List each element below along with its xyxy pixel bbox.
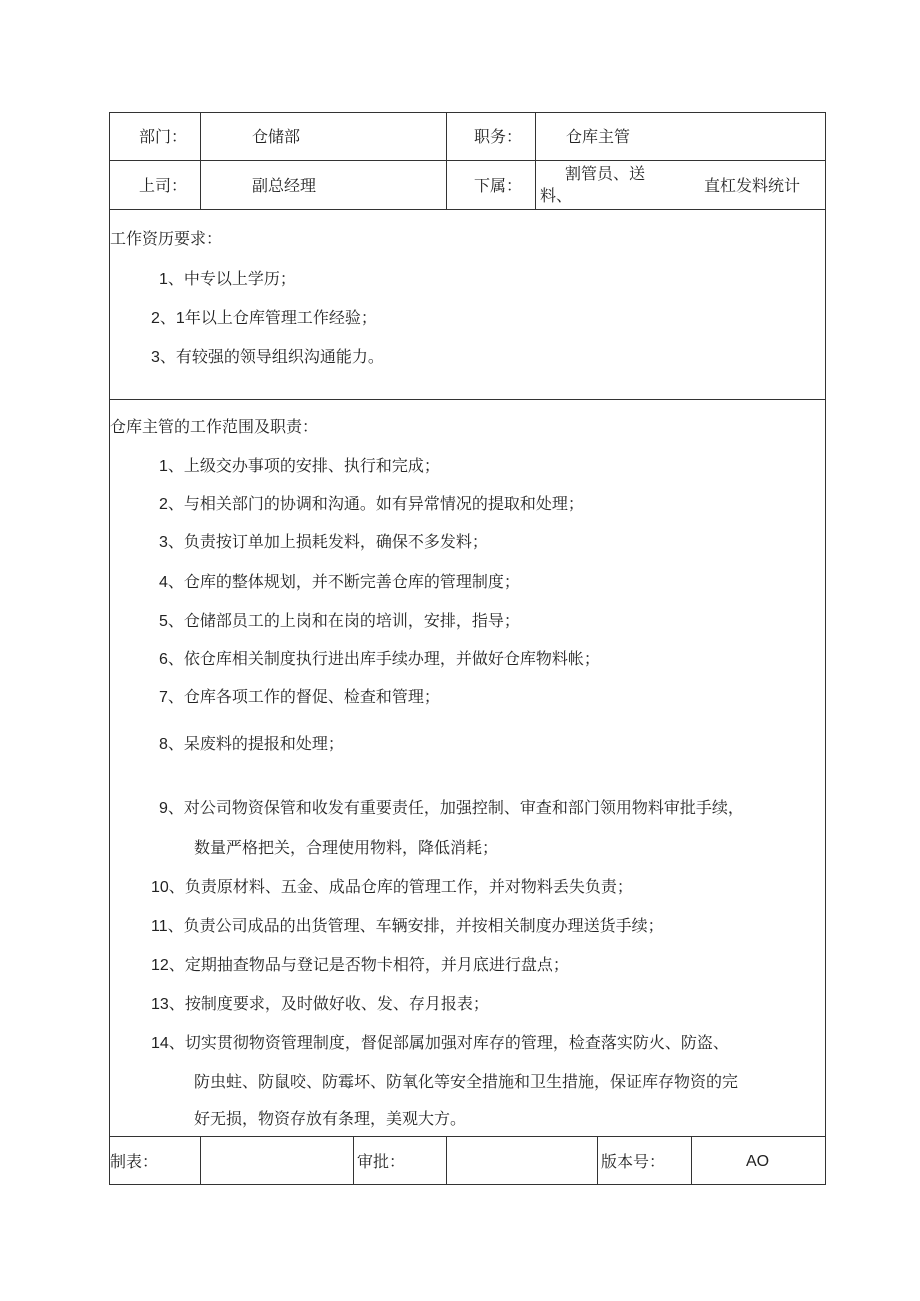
list-item: 1、中专以上学历； (159, 269, 296, 288)
maker-label: 制表： (110, 1152, 159, 1171)
list-item: 7、仓库各项工作的督促、检查和管理； (159, 687, 440, 706)
column-divider (597, 1136, 598, 1185)
list-item: 2、与相关部门的协调和沟通。如有异常情况的提取和处理； (159, 494, 584, 513)
list-item-continuation: 数量严格把关，合理使用物料，降低消耗； (194, 838, 499, 857)
row-divider (109, 160, 826, 161)
row-divider (109, 399, 826, 400)
list-item: 11、负责公司成品的出货管理、车辆安排，并按相关制度办理送货手续； (151, 916, 664, 935)
list-item: 3、有较强的领导组织沟通能力。 (151, 347, 384, 366)
subordinate-label: 下属： (474, 176, 523, 195)
list-item: 2、1年以上仓库管理工作经验； (151, 308, 377, 327)
list-item: 9、对公司物资保管和收发有重要责任，加强控制、审查和部门领用物料审批手续， (159, 798, 744, 817)
version-value: AO (746, 1153, 770, 1170)
column-divider (353, 1136, 354, 1185)
row-divider (109, 1136, 826, 1137)
list-item: 12、定期抽查物品与登记是否物卡相符，并月底进行盘点； (151, 955, 569, 974)
position-label: 职务： (474, 127, 523, 146)
column-divider (446, 112, 447, 209)
column-divider (535, 112, 536, 209)
list-item: 3、负责按订单加上损耗发料，确保不多发料； (159, 532, 488, 551)
list-item: 5、仓储部员工的上岗和在岗的培训，安排，指导； (159, 611, 520, 630)
list-item: 6、依仓库相关制度执行进出库手续办理，并做好仓库物料帐； (159, 649, 600, 668)
list-item-continuation: 好无损，物资存放有条理，美观大方。 (194, 1109, 467, 1128)
list-item: 1、上级交办事项的安排、执行和完成； (159, 456, 440, 475)
approver-label: 审批： (357, 1152, 406, 1171)
dept-value: 仓储部 (252, 127, 301, 146)
subordinate-value-extra: 直杠发料统计 (704, 176, 801, 195)
subordinate-value-line1: 割管员、送 (565, 164, 646, 183)
position-value: 仓库主管 (566, 127, 631, 146)
superior-label: 上司： (139, 176, 188, 195)
list-item: 13、按制度要求，及时做好收、发、存月报表； (151, 994, 489, 1013)
list-item: 8、呆废料的提报和处理； (159, 734, 344, 753)
subordinate-value-line2: 料、 (540, 186, 573, 205)
row-divider (109, 209, 826, 210)
column-divider (446, 1136, 447, 1185)
column-divider (200, 112, 201, 209)
column-divider (691, 1136, 692, 1185)
duties-title: 仓库主管的工作范围及职责： (110, 417, 319, 436)
list-item: 14、切实贯彻物资管理制度，督促部属加强对库存的管理，检查落实防火、防盗、 (151, 1033, 729, 1052)
superior-value: 副总经理 (252, 176, 317, 195)
version-label: 版本号： (601, 1152, 666, 1171)
qualifications-title: 工作资历要求： (110, 229, 223, 248)
list-item-continuation: 防虫蛀、防鼠咬、防霉坏、防氧化等安全措施和卫生措施，保证库存物资的完 (194, 1072, 739, 1091)
column-divider (200, 1136, 201, 1185)
list-item: 10、负责原材料、五金、成品仓库的管理工作，并对物料丢失负责； (151, 877, 633, 896)
list-item: 4、仓库的整体规划，并不断完善仓库的管理制度； (159, 572, 520, 591)
dept-label: 部门： (139, 127, 188, 146)
